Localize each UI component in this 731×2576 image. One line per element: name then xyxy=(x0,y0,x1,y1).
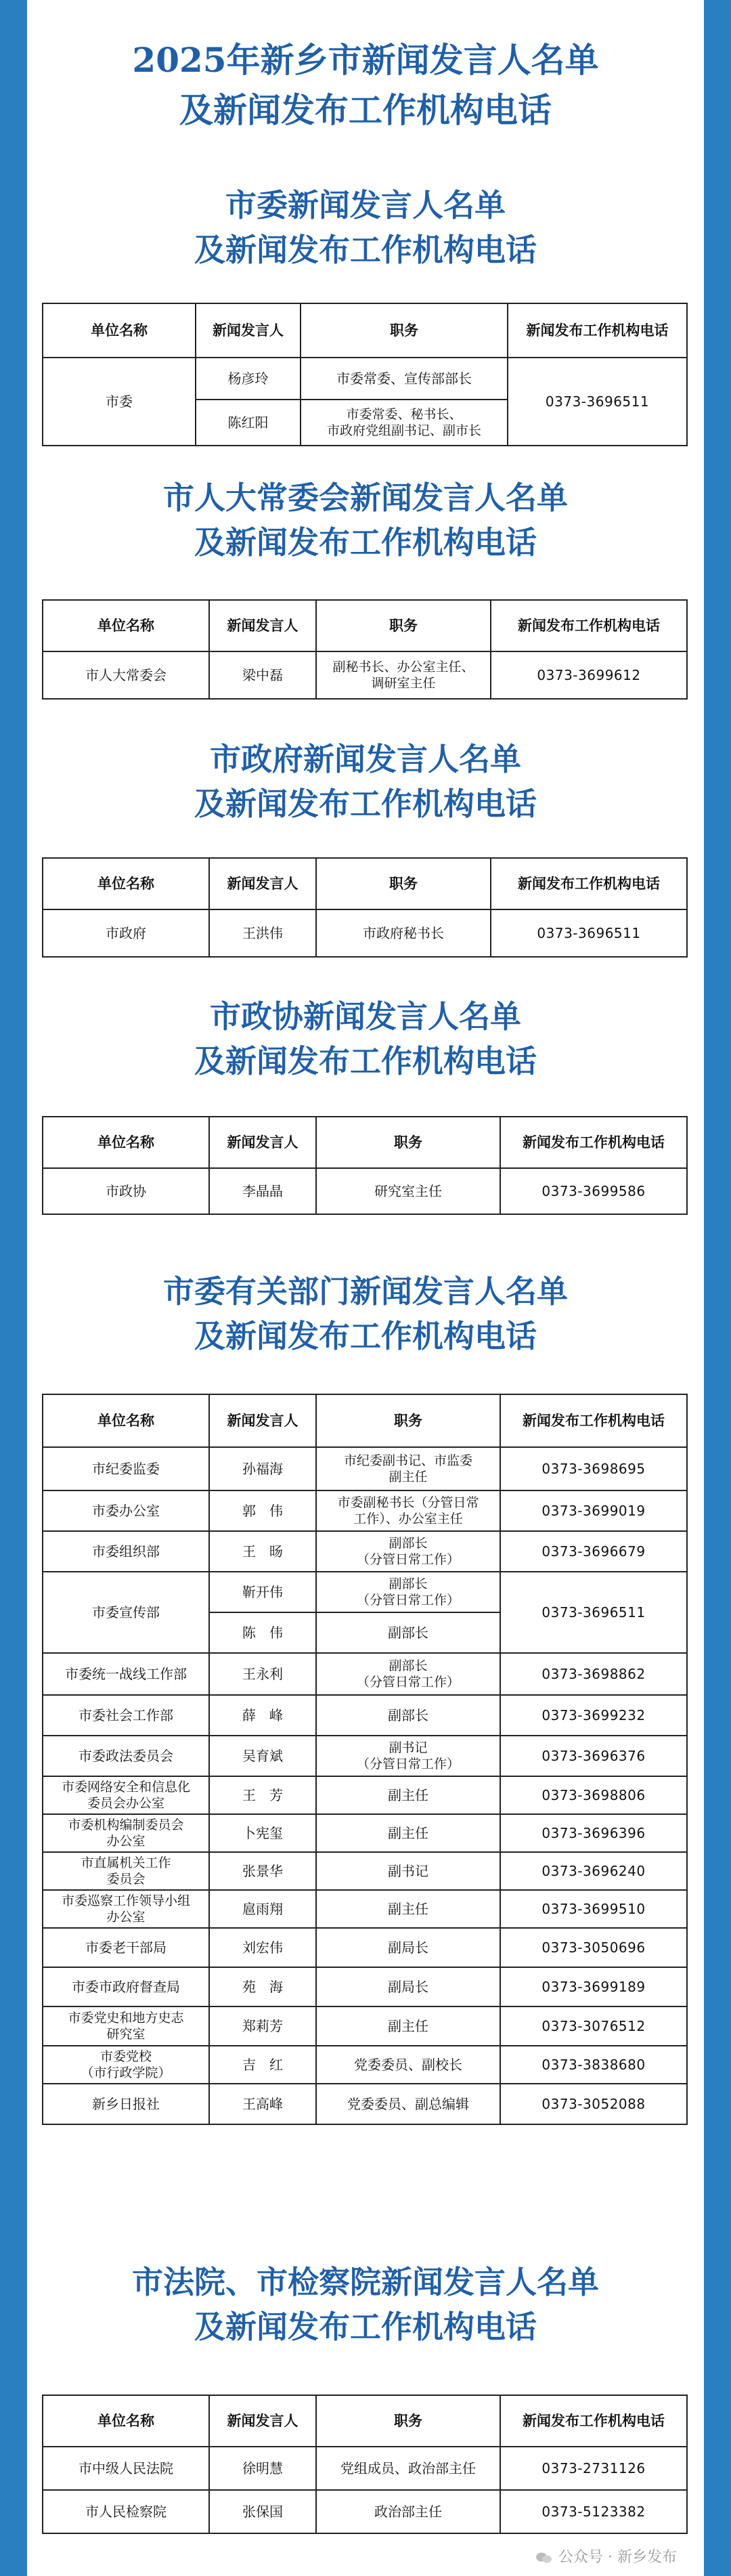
position-cell: 市委常委、秘书长、 市政府党组副书记、副市长 xyxy=(301,400,508,446)
unit-cell: 市委组织部 xyxy=(43,1531,209,1572)
spokesperson-cell: 王 芳 xyxy=(209,1776,316,1814)
header-position: 职务 xyxy=(316,1394,500,1447)
position-cell: 市政府秘书长 xyxy=(316,909,491,957)
table-row xyxy=(43,1890,687,1928)
table-row xyxy=(43,1572,687,1612)
table-row xyxy=(43,1967,687,2006)
spokesperson-cell: 王高峰 xyxy=(209,2084,316,2124)
unit-cell: 市委巡察工作领导小组 办公室 xyxy=(43,1890,209,1928)
position-cell: 副主任 xyxy=(316,2006,500,2046)
header-spokesperson: 新闻发言人 xyxy=(209,2395,316,2447)
table-courts xyxy=(42,2395,688,2534)
phone-cell: 0373-3699019 xyxy=(500,1490,687,1531)
page-content xyxy=(27,0,704,2576)
unit-cell: 市政府 xyxy=(43,909,209,957)
table-npc xyxy=(42,599,688,700)
position-cell: 副秘书长、办公室主任、 调研室主任 xyxy=(316,651,491,699)
header-phone: 新闻发布工作机构电话 xyxy=(500,1117,687,1168)
spokesperson-cell: 王永利 xyxy=(209,1653,316,1695)
unit-cell: 市纪委监委 xyxy=(43,1447,209,1490)
unit-cell: 市政协 xyxy=(43,1168,209,1214)
position-cell: 党组成员、政治部主任 xyxy=(316,2447,500,2490)
table-row xyxy=(43,1168,687,1214)
table-row xyxy=(43,909,687,957)
table-row xyxy=(43,1653,687,1695)
spokesperson-cell: 陈 伟 xyxy=(209,1612,316,1653)
section-title-npc: 市人大常委会新闻发言人名单 xyxy=(163,479,568,516)
phone-cell: 0373-3699232 xyxy=(500,1695,687,1736)
header-unit: 单位名称 xyxy=(43,1117,209,1168)
position-cell: 研究室主任 xyxy=(316,1168,500,1214)
unit-cell: 市委 xyxy=(43,358,196,446)
unit-cell: 市委社会工作部 xyxy=(43,1695,209,1736)
table-row xyxy=(43,1814,687,1852)
header-phone: 新闻发布工作机构电话 xyxy=(500,2395,687,2447)
spokesperson-cell: 郭 伟 xyxy=(209,1490,316,1531)
header-phone: 新闻发布工作机构电话 xyxy=(491,858,687,909)
table-header-row xyxy=(43,1117,687,1168)
spokesperson-cell: 刘宏伟 xyxy=(209,1928,316,1967)
unit-cell: 新乡日报社 xyxy=(43,2084,209,2124)
header-position: 职务 xyxy=(316,1117,500,1168)
spokesperson-cell: 李晶晶 xyxy=(209,1168,316,1214)
spokesperson-cell: 孙福海 xyxy=(209,1447,316,1490)
phone-cell: 0373-3052088 xyxy=(500,2084,687,2124)
table-row xyxy=(43,651,687,699)
position-cell: 副书记 （分管日常工作） xyxy=(316,1736,500,1776)
phone-cell: 0373-5123382 xyxy=(500,2490,687,2533)
spokesperson-cell: 苑 海 xyxy=(209,1967,316,2006)
table-cppcc xyxy=(42,1116,688,1215)
phone-cell: 0373-3696511 xyxy=(508,358,687,446)
table-header-row xyxy=(43,303,687,358)
phone-cell: 0373-3696511 xyxy=(500,1572,687,1653)
position-cell: 政治部主任 xyxy=(316,2490,500,2533)
spokesperson-cell: 陈红阳 xyxy=(196,400,301,446)
header-spokesperson: 新闻发言人 xyxy=(209,600,316,651)
unit-cell: 市委党史和地方史志 研究室 xyxy=(43,2006,209,2046)
header-position: 职务 xyxy=(316,858,491,909)
unit-cell: 市委办公室 xyxy=(43,1490,209,1531)
section-subtitle-city-committee: 及新闻发布工作机构电话 xyxy=(194,232,537,268)
phone-cell: 0373-3699586 xyxy=(500,1168,687,1214)
main-title-line-1: 2025年新乡市新闻发言人名单 xyxy=(132,40,599,80)
position-cell: 党委委员、副校长 xyxy=(316,2046,500,2084)
unit-cell: 市直属机关工作 委员会 xyxy=(43,1852,209,1890)
unit-cell: 市委老干部局 xyxy=(43,1928,209,1967)
section-subtitle-courts: 及新闻发布工作机构电话 xyxy=(194,2309,537,2345)
spokesperson-cell: 王洪伟 xyxy=(209,909,316,957)
section-subtitle-npc: 及新闻发布工作机构电话 xyxy=(194,524,537,561)
unit-cell: 市委机构编制委员会 办公室 xyxy=(43,1814,209,1852)
header-unit: 单位名称 xyxy=(43,600,209,651)
spokesperson-cell: 张景华 xyxy=(209,1852,316,1890)
table-header-row xyxy=(43,858,687,909)
header-spokesperson: 新闻发言人 xyxy=(209,858,316,909)
phone-cell: 0373-3696240 xyxy=(500,1852,687,1890)
table-row xyxy=(43,1736,687,1776)
position-cell: 市委副秘书长（分管日常 工作）、办公室主任 xyxy=(316,1490,500,1531)
courts-body xyxy=(43,2447,687,2533)
header-spokesperson: 新闻发言人 xyxy=(209,1394,316,1447)
header-unit: 单位名称 xyxy=(43,1394,209,1447)
spokesperson-cell: 杨彦玲 xyxy=(196,358,301,400)
header-unit: 单位名称 xyxy=(43,2395,209,2447)
header-unit: 单位名称 xyxy=(43,303,196,358)
table-row xyxy=(43,2084,687,2124)
position-cell: 副部长 （分管日常工作） xyxy=(316,1572,500,1612)
position-cell: 副主任 xyxy=(316,1814,500,1852)
spokesperson-cell: 扈雨翔 xyxy=(209,1890,316,1928)
phone-cell: 0373-3699510 xyxy=(500,1890,687,1928)
table-row xyxy=(43,2006,687,2046)
position-cell: 副局长 xyxy=(316,1928,500,1967)
header-spokesperson: 新闻发言人 xyxy=(209,1117,316,1168)
section-title-courts: 市法院、市检察院新闻发言人名单 xyxy=(132,2264,599,2300)
table-row xyxy=(43,358,687,400)
table-header-row xyxy=(43,1394,687,1447)
unit-cell: 市委党校 （市行政学院） xyxy=(43,2046,209,2084)
table-row xyxy=(43,2490,687,2533)
table-header-row xyxy=(43,600,687,651)
spokesperson-cell: 梁中磊 xyxy=(209,651,316,699)
position-cell: 市委常委、宣传部部长 xyxy=(301,358,508,400)
position-cell: 副主任 xyxy=(316,1776,500,1814)
phone-cell: 0373-3696511 xyxy=(491,909,687,957)
table-city-committee xyxy=(42,303,688,446)
section-subtitle-departments: 及新闻发布工作机构电话 xyxy=(194,1318,537,1354)
unit-cell: 市人大常委会 xyxy=(43,651,209,699)
section-title-city-committee: 市委新闻发言人名单 xyxy=(225,187,506,223)
section-title-departments: 市委有关部门新闻发言人名单 xyxy=(163,1273,568,1310)
watermark xyxy=(535,2546,677,2567)
phone-cell: 0373-3698862 xyxy=(500,1653,687,1695)
table-header-row xyxy=(43,2395,687,2447)
spokesperson-cell: 徐明慧 xyxy=(209,2447,316,2490)
unit-cell: 市委政法委员会 xyxy=(43,1736,209,1776)
position-cell: 市纪委副书记、市监委 副主任 xyxy=(316,1447,500,1490)
table-row xyxy=(43,1695,687,1736)
header-phone: 新闻发布工作机构电话 xyxy=(500,1394,687,1447)
unit-cell: 市委宣传部 xyxy=(43,1572,209,1653)
unit-cell: 市中级人民法院 xyxy=(43,2447,209,2490)
phone-cell: 0373-3696376 xyxy=(500,1736,687,1776)
wechat-icon xyxy=(535,2552,553,2564)
header-unit: 单位名称 xyxy=(43,858,209,909)
header-position: 职务 xyxy=(301,303,508,358)
phone-cell: 0373-3699189 xyxy=(500,1967,687,2006)
main-title-line-2: 及新闻发布工作机构电话 xyxy=(179,90,552,130)
table-row xyxy=(43,1928,687,1967)
position-cell: 副主任 xyxy=(316,1890,500,1928)
phone-cell: 0373-3838680 xyxy=(500,2046,687,2084)
departments-body xyxy=(43,1447,687,2124)
header-position: 职务 xyxy=(316,600,491,651)
position-cell: 副局长 xyxy=(316,1967,500,2006)
header-phone: 新闻发布工作机构电话 xyxy=(508,303,687,358)
spokesperson-cell: 张保国 xyxy=(209,2490,316,2533)
header-spokesperson: 新闻发言人 xyxy=(196,303,301,358)
section-title-government: 市政府新闻发言人名单 xyxy=(210,741,521,777)
table-government xyxy=(42,857,688,958)
position-cell: 副部长 xyxy=(316,1612,500,1653)
unit-cell: 市委市政府督查局 xyxy=(43,1967,209,2006)
table-row xyxy=(43,1531,687,1572)
unit-cell: 市人民检察院 xyxy=(43,2490,209,2533)
phone-cell: 0373-3698695 xyxy=(500,1447,687,1490)
phone-cell: 0373-2731126 xyxy=(500,2447,687,2490)
position-cell: 副书记 xyxy=(316,1852,500,1890)
spokesperson-cell: 吉 红 xyxy=(209,2046,316,2084)
table-row xyxy=(43,1490,687,1531)
position-cell: 副部长 （分管日常工作） xyxy=(316,1653,500,1695)
position-cell: 党委委员、副总编辑 xyxy=(316,2084,500,2124)
table-row xyxy=(43,1447,687,1490)
spokesperson-cell: 吴育斌 xyxy=(209,1736,316,1776)
spokesperson-cell: 卜宪玺 xyxy=(209,1814,316,1852)
unit-cell: 市委网络安全和信息化 委员会办公室 xyxy=(43,1776,209,1814)
table-row xyxy=(43,2447,687,2490)
spokesperson-cell: 郑莉芳 xyxy=(209,2006,316,2046)
section-subtitle-cppcc: 及新闻发布工作机构电话 xyxy=(194,1043,537,1079)
table-departments xyxy=(42,1394,688,2125)
header-phone: 新闻发布工作机构电话 xyxy=(491,600,687,651)
phone-cell: 0373-3698806 xyxy=(500,1776,687,1814)
position-cell: 副部长 xyxy=(316,1695,500,1736)
phone-cell: 0373-3699612 xyxy=(491,651,687,699)
spokesperson-cell: 王 旸 xyxy=(209,1531,316,1572)
section-title-cppcc: 市政协新闻发言人名单 xyxy=(210,998,521,1035)
position-cell: 副部长 （分管日常工作） xyxy=(316,1531,500,1572)
spokesperson-cell: 薛 峰 xyxy=(209,1695,316,1736)
watermark-text: 公众号 · 新乡发布 xyxy=(558,2549,677,2566)
spokesperson-cell: 靳开伟 xyxy=(209,1572,316,1612)
table-row xyxy=(43,2046,687,2084)
table-row xyxy=(43,1776,687,1814)
phone-cell: 0373-3696679 xyxy=(500,1531,687,1572)
section-subtitle-government: 及新闻发布工作机构电话 xyxy=(194,786,537,822)
header-position: 职务 xyxy=(316,2395,500,2447)
phone-cell: 0373-3696396 xyxy=(500,1814,687,1852)
phone-cell: 0373-3050696 xyxy=(500,1928,687,1967)
table-row xyxy=(43,1852,687,1890)
unit-cell: 市委统一战线工作部 xyxy=(43,1653,209,1695)
phone-cell: 0373-3076512 xyxy=(500,2006,687,2046)
